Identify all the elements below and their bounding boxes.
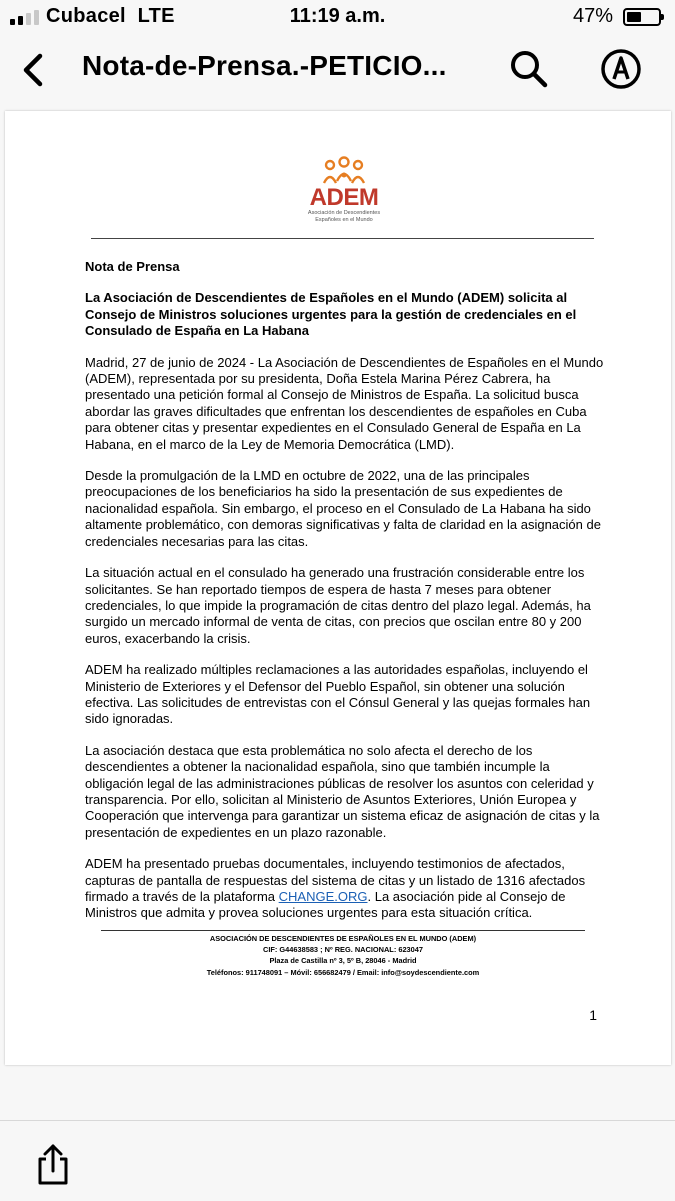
paragraph: Desde la promulgación de la LMD en octubre de 2022, una de las principales preocupaciones de los beneficiarios ha sido la presentación de sus expedientes de nacionalidad española. Sin embargo, el proceso en el Consulado de La Habana ha sido altamente problemático, con demoras significativas y falta de claridad en la asignación de credenciales necesarias para las citas.: [85, 468, 601, 549]
markup-button[interactable]: [600, 48, 642, 90]
document-title: Nota-de-Prensa.-PETICIO...: [82, 50, 447, 81]
bottom-toolbar: [0, 1120, 675, 1201]
battery-icon: [623, 8, 661, 26]
paragraph: La situación actual en el consulado ha generado una frustración considerable entre los solicitantes. Se han reportado tiempos de espera de hasta 7 meses para obtener credenciales, lo que impide la programación de citas dentro del plazo legal. Además, ha surgido un mercado informal de venta de citas, con precios que oscilan entre 80 y 200 euros, exacerbando la crisis.: [85, 565, 591, 646]
document-footer: [101, 933, 585, 978]
share-icon: [34, 1143, 72, 1187]
footer-divider: [101, 930, 585, 931]
change-org-link[interactable]: CHANGE.ORG: [278, 889, 368, 904]
network-type: LTE: [137, 5, 175, 27]
logo-subtitle: Asociación de Descendientes Españoles en el Mundo: [307, 210, 381, 223]
footer-contact: Teléfonos: 911748091 – Móvil: 656682479 / Email: info@soydescendiente.com: [206, 967, 480, 977]
footer-org-name: ASOCIACIÓN DE DESCENDIENTES DE ESPAÑOLES EN EL MUNDO (ADEM): [209, 934, 477, 943]
headline: La Asociación de Descendientes de Españoles en el Mundo (ADEM) solicita al Consejo de Ministros soluciones urgentes para la gestión de credenciales en el Consulado de España en La Habana: [85, 290, 577, 339]
back-button[interactable]: [14, 50, 54, 90]
footer-address: Plaza de Castilla nº 3, 5º B, 28046 - Madrid: [269, 956, 417, 966]
battery-fill: [627, 12, 641, 22]
markup-pen-icon: [600, 48, 642, 90]
paragraph-text: . La asociación pide al Consejo de Ministros que admita y provea soluciones urgentes para esta situación crítica.: [85, 889, 566, 921]
paragraph: Madrid, 27 de junio de 2024 - La Asociación de Descendientes de Españoles en el Mundo (ADEM), representada por su presidenta, Doña Estela Marina Pérez Cabrera, ha presentado una petición formal al Consejo de Ministros de España. La solicitud busca abordar las graves dificultades que enfrentan los descendientes de españoles en Cuba para obtener citas y presentar expedientes en el Consulado General de España en La Habana, en el marco de la Ley de Memoria Democrática (LMD).: [85, 354, 604, 452]
chevron-left-icon: [14, 50, 54, 90]
logo-wordmark: ADEM: [309, 184, 379, 211]
page-number: 1: [589, 1007, 597, 1023]
paragraph-text: ADEM ha presentado pruebas documentales, incluyendo testimonios de afectados, capturas de pantalla de respuestas del sistema de citas y un listado de 1316 afectados firmado a través de la plataforma: [85, 856, 586, 904]
search-button[interactable]: [508, 48, 550, 90]
nav-bar: [0, 36, 675, 104]
clock: 11:19 a.m.: [289, 5, 386, 27]
battery-percent: 47%: [572, 5, 613, 27]
section-label: Nota de Prensa: [85, 259, 180, 274]
document-page[interactable]: [5, 111, 671, 1065]
header-divider: [91, 238, 594, 239]
paragraph: La asociación destaca que esta problemática no solo afecta el derecho de los descendientes a obtener la nacionalidad española, sino que también incumple la obligación legal de las administraciones públicas de resolver los asuntos con celeridad y transparencia. Por ello, solicitan al Ministerio de Asuntos Exteriores, Unión Europea y Cooperación que intervenga para garantizar un sistema eficaz de asignación de citas y la presentación de expedientes en un plazo razonable.: [85, 742, 600, 840]
footer-registration: CIF: G44638583 ; Nº REG. NACIONAL: 623047: [262, 945, 423, 955]
paragraph-last: [85, 856, 605, 922]
search-icon: [508, 48, 550, 90]
paragraph: ADEM ha realizado múltiples reclamaciones a las autoridades españolas, incluyendo el Ministerio de Exteriores y el Defensor del Pueblo Español, sin obtener una solución efectiva. Las solicitudes de entrevistas con el Cónsul General y las quejas formales han sido ignoradas.: [85, 662, 591, 727]
status-bar: [0, 0, 675, 36]
share-button[interactable]: [34, 1143, 72, 1187]
document-body: [85, 259, 605, 937]
carrier-label: Cubacel: [46, 5, 126, 27]
